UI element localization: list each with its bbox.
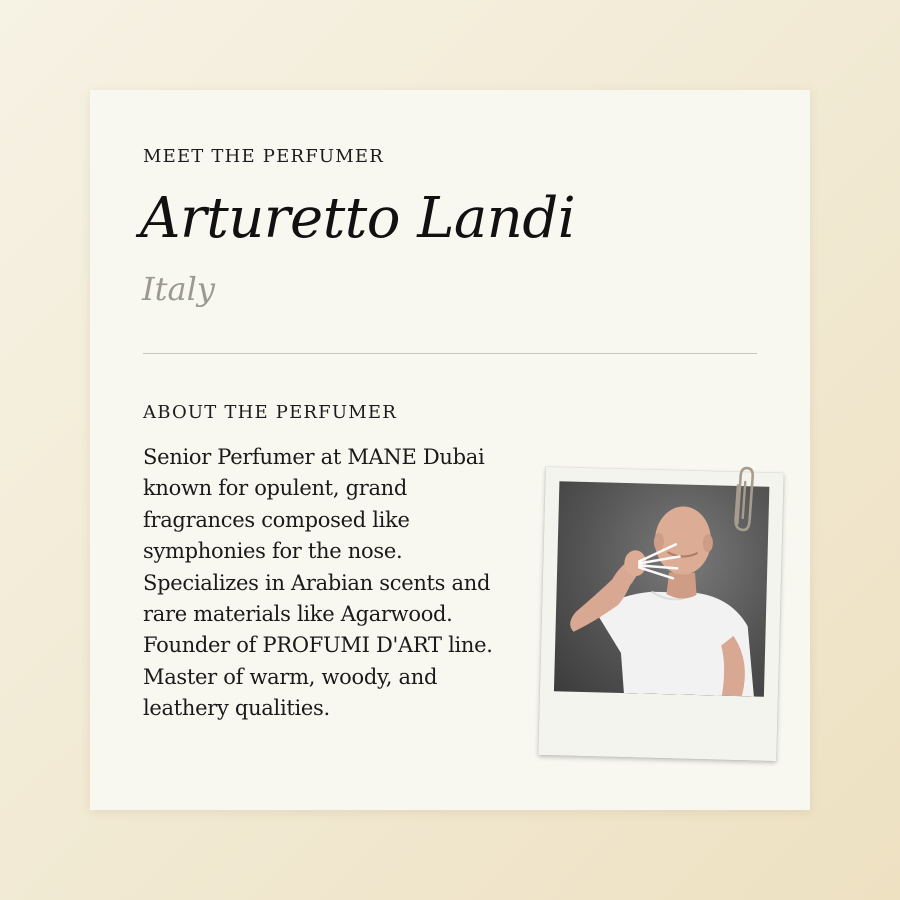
perfumer-country: Italy (142, 270, 215, 308)
section-eyebrow: MEET THE PERFUMER (143, 146, 384, 167)
divider (143, 353, 757, 354)
perfumer-card (90, 90, 810, 810)
about-heading: ABOUT THE PERFUMER (143, 402, 397, 423)
paperclip-icon (730, 463, 761, 537)
perfumer-bio: Senior Perfumer at MANE Dubai known for opulent, grand fragrances composed like symphonies for the nose. Specializes in Arabian scents and rare materials like Agarwood. Founder of PROFUMI D'ART line. Master of warm, woody, and leathery qualities. (143, 445, 493, 721)
perfumer-name: Arturetto Landi (140, 186, 576, 251)
